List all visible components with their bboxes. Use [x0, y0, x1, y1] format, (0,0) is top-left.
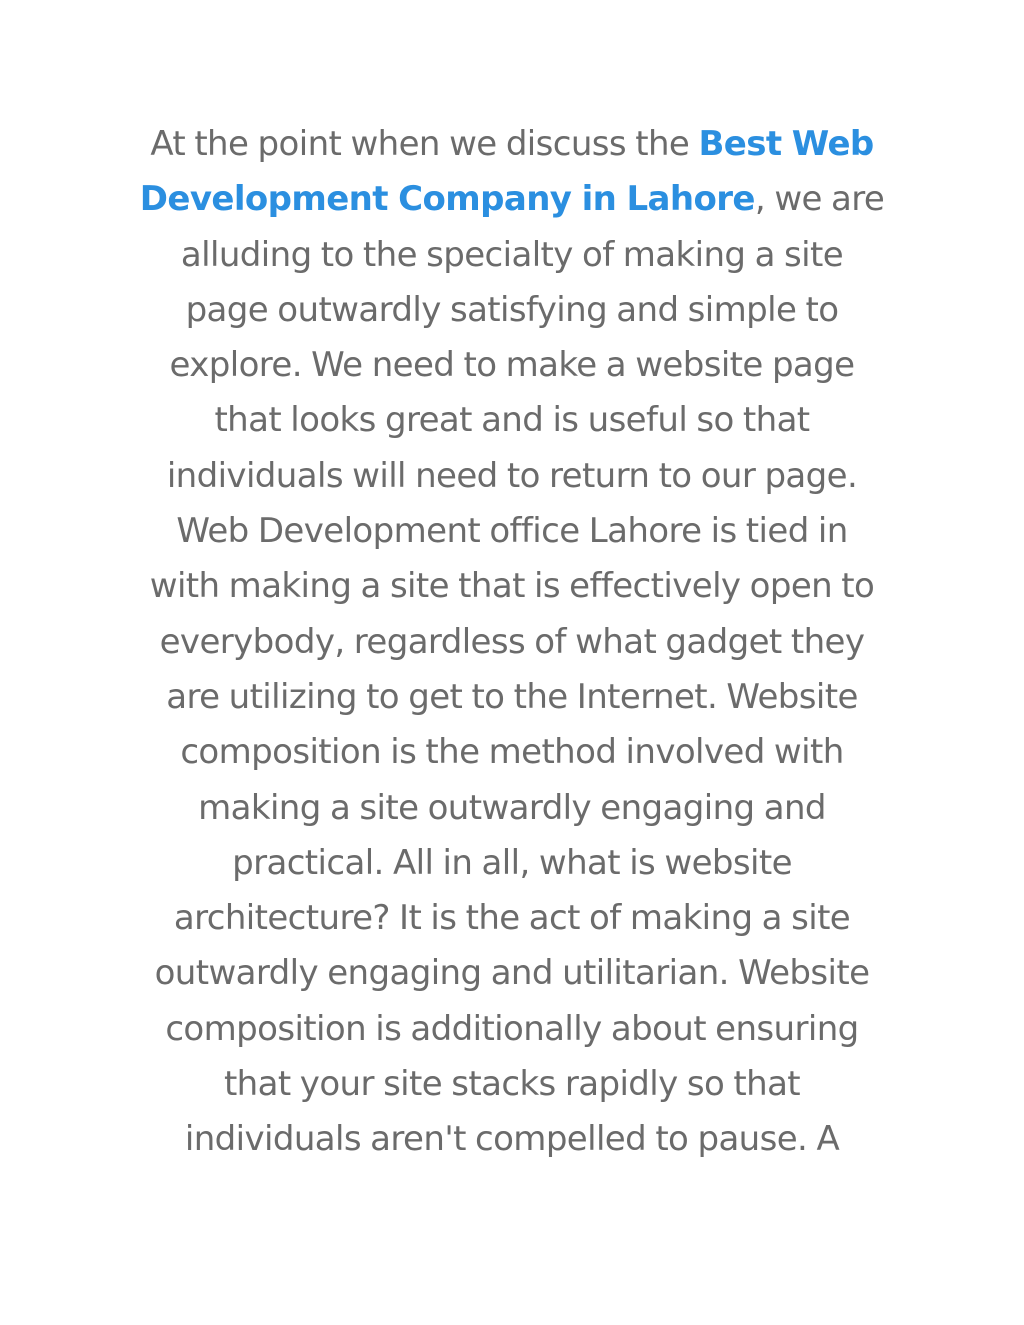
body-paragraph	[112, 117, 912, 1168]
text-line: everybody, regardless of what gadget they	[159, 621, 865, 662]
text-line: explore. We need to make a website page	[169, 345, 855, 386]
text-line: making a site outwardly engaging and	[198, 787, 826, 828]
line-text: At the point when we discuss the	[150, 124, 699, 164]
text-line	[112, 117, 912, 172]
text-line: alluding to the specialty of making a site	[180, 234, 844, 275]
line-text: , we are	[754, 179, 885, 220]
text-line: that your site stacks rapidly so that	[223, 1064, 801, 1105]
text-line: composition is additionally about ensuring	[165, 1008, 859, 1049]
best-web-link[interactable]: Best Web	[698, 124, 874, 164]
text-line: are utilizing to get to the Internet. Website	[166, 676, 858, 717]
text-line	[112, 172, 912, 227]
text-line: practical. All in all, what is website	[232, 842, 792, 883]
text-line: individuals will need to return to our page.	[166, 455, 858, 496]
development-company-link[interactable]: Development Company in Lahore	[139, 179, 755, 220]
text-line: individuals aren't compelled to pause. A	[184, 1119, 840, 1160]
text-line: architecture? It is the act of making a site	[173, 898, 851, 939]
text-line: page outwardly satisfying and simple to	[185, 289, 839, 330]
text-line: with making a site that is effectively open to	[149, 566, 875, 607]
text-line: outwardly engaging and utilitarian. Website	[154, 953, 870, 994]
text-line: Web Development office Lahore is tied in	[176, 511, 848, 552]
text-line: that looks great and is useful so that	[214, 400, 810, 441]
text-line: composition is the method involved with	[180, 732, 844, 773]
